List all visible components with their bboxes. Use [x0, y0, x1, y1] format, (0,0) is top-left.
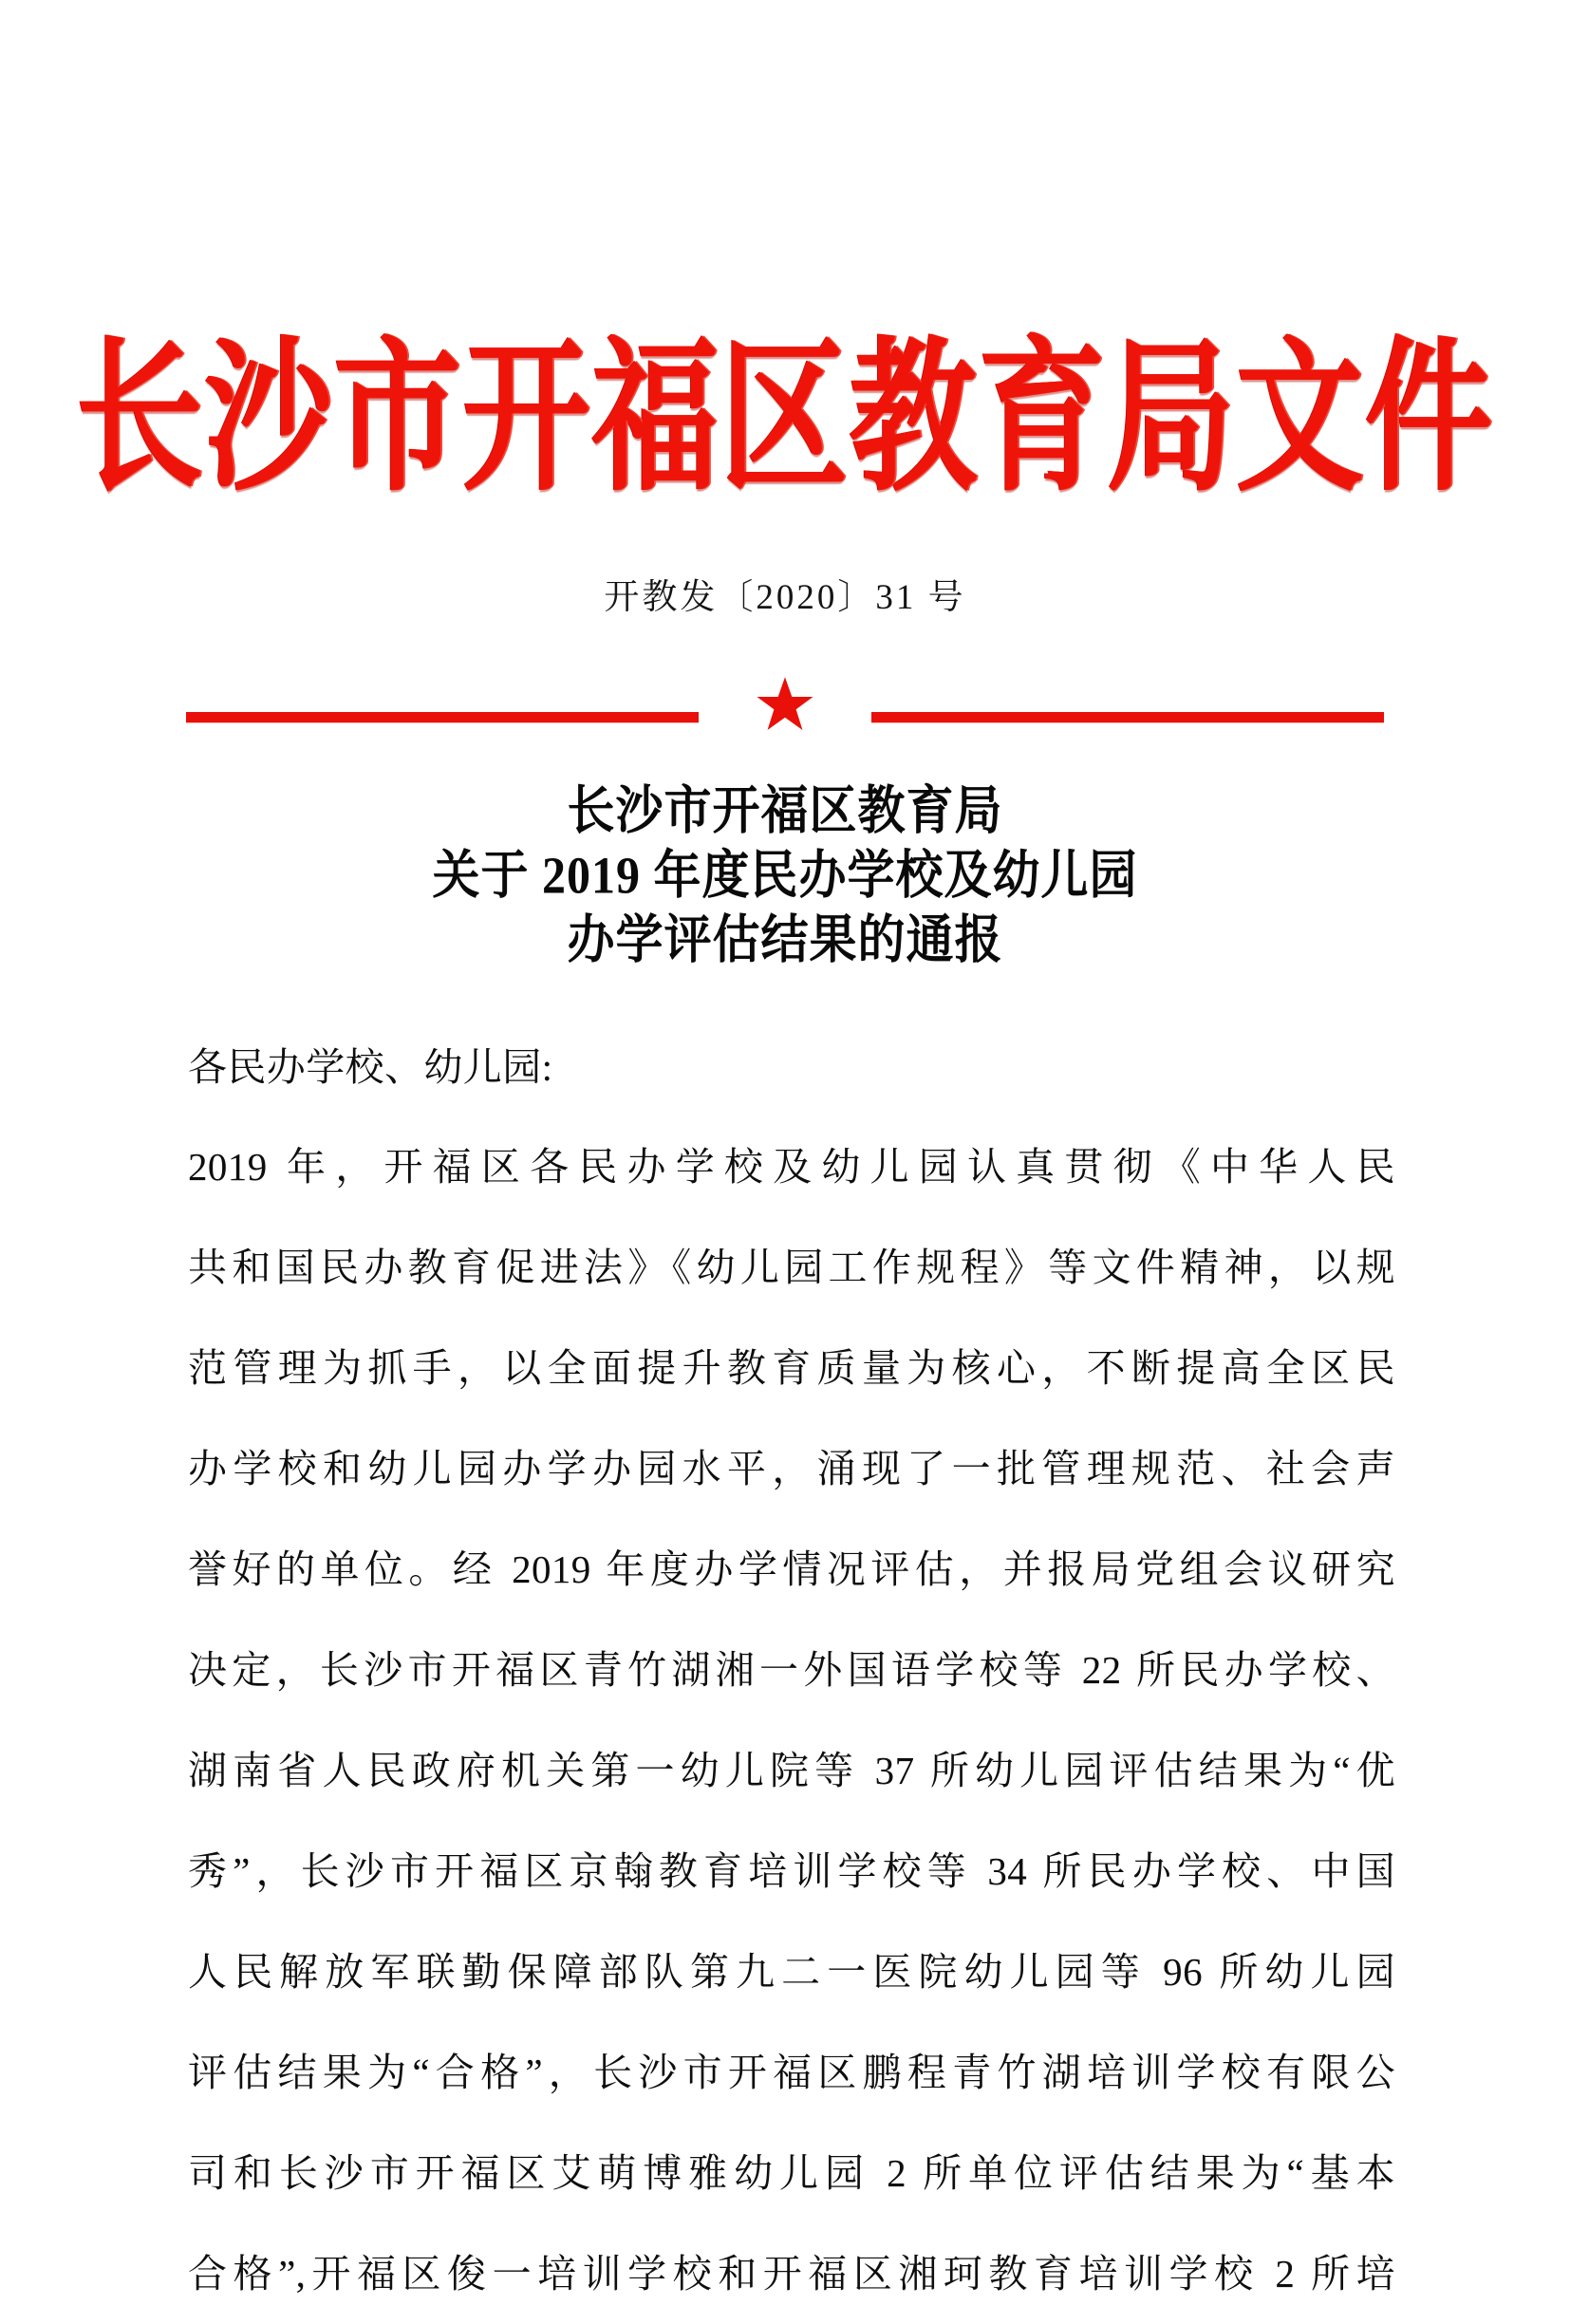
body-line — [188, 1217, 1395, 1318]
page-title-line-3: 办学评估结果的通报 — [567, 910, 1003, 969]
masthead — [0, 327, 1570, 511]
page-title-line-2: 关于 2019 年度民办学校及幼儿园 — [432, 846, 1138, 905]
body-line-text: 评估结果为“合格”，长沙市开福区鹏程青竹湖培训学校有限公 — [188, 2051, 1395, 2094]
page-title-line-1: 长沙市开福区教育局 — [567, 781, 1003, 840]
body-line — [188, 1418, 1395, 1519]
body-line — [188, 1921, 1395, 2022]
body-line-text: 共和国民办教育促进法》《幼儿园工作规程》等文件精神，以规 — [188, 1246, 1395, 1289]
divider-bar-left — [186, 712, 699, 722]
body-line — [188, 2022, 1395, 2123]
body-line — [188, 1519, 1395, 1620]
body-line — [188, 1821, 1395, 1921]
body-line — [188, 1116, 1395, 1217]
body-line-text: 誉好的单位。经 2019 年度办学情况评估，并报局党组会议研究 — [188, 1547, 1395, 1591]
document-number: 开教发〔2020〕31 号 — [604, 578, 966, 617]
document-body — [188, 1042, 1395, 2324]
red-divider — [186, 670, 1384, 737]
body-line-text: 办学校和幼儿园办学办园水平，涌现了一批管理规范、社会声 — [188, 1447, 1395, 1490]
body-line-text: 决定，长沙市开福区青竹湖湘一外国语学校等 22 所民办学校、 — [188, 1648, 1395, 1692]
body-line — [188, 1620, 1395, 1720]
body-line — [188, 2123, 1395, 2223]
body-line-text: 司和长沙市开福区艾萌博雅幼儿园 2 所单位评估结果为“基本 — [188, 2151, 1395, 2195]
body-line-text: 合格”,开福区俊一培训学校和开福区湘珂教育培训学校 2 所培 — [188, 2252, 1395, 2296]
divider-bar-right — [871, 712, 1384, 722]
body-line — [188, 1318, 1395, 1418]
body-line-text: 人民解放军联勤保障部队第九二一医院幼儿园等 96 所幼儿园 — [188, 1950, 1395, 1994]
body-line — [188, 2223, 1395, 2324]
masthead-title: 长沙市开福区教育局文件 — [76, 327, 1494, 511]
body-line-text: 秀”，长沙市开福区京翰教育培训学校等 34 所民办学校、中国 — [188, 1849, 1395, 1893]
body-line-text: 2019 年，开福区各民办学校及幼儿园认真贯彻《中华人民 — [188, 1145, 1395, 1189]
body-line — [188, 1720, 1395, 1821]
salutation: 各民办学校、幼儿园: — [188, 1045, 553, 1089]
page-title — [0, 778, 1570, 972]
red-star-icon — [756, 676, 814, 735]
body-line-text: 范管理为抓手，以全面提升教育质量为核心，不断提高全区民 — [188, 1346, 1395, 1390]
body-paragraph — [188, 1116, 1395, 2324]
body-line-text: 湖南省人民政府机关第一幼儿院等 37 所幼儿园评估结果为“优 — [188, 1749, 1395, 1792]
